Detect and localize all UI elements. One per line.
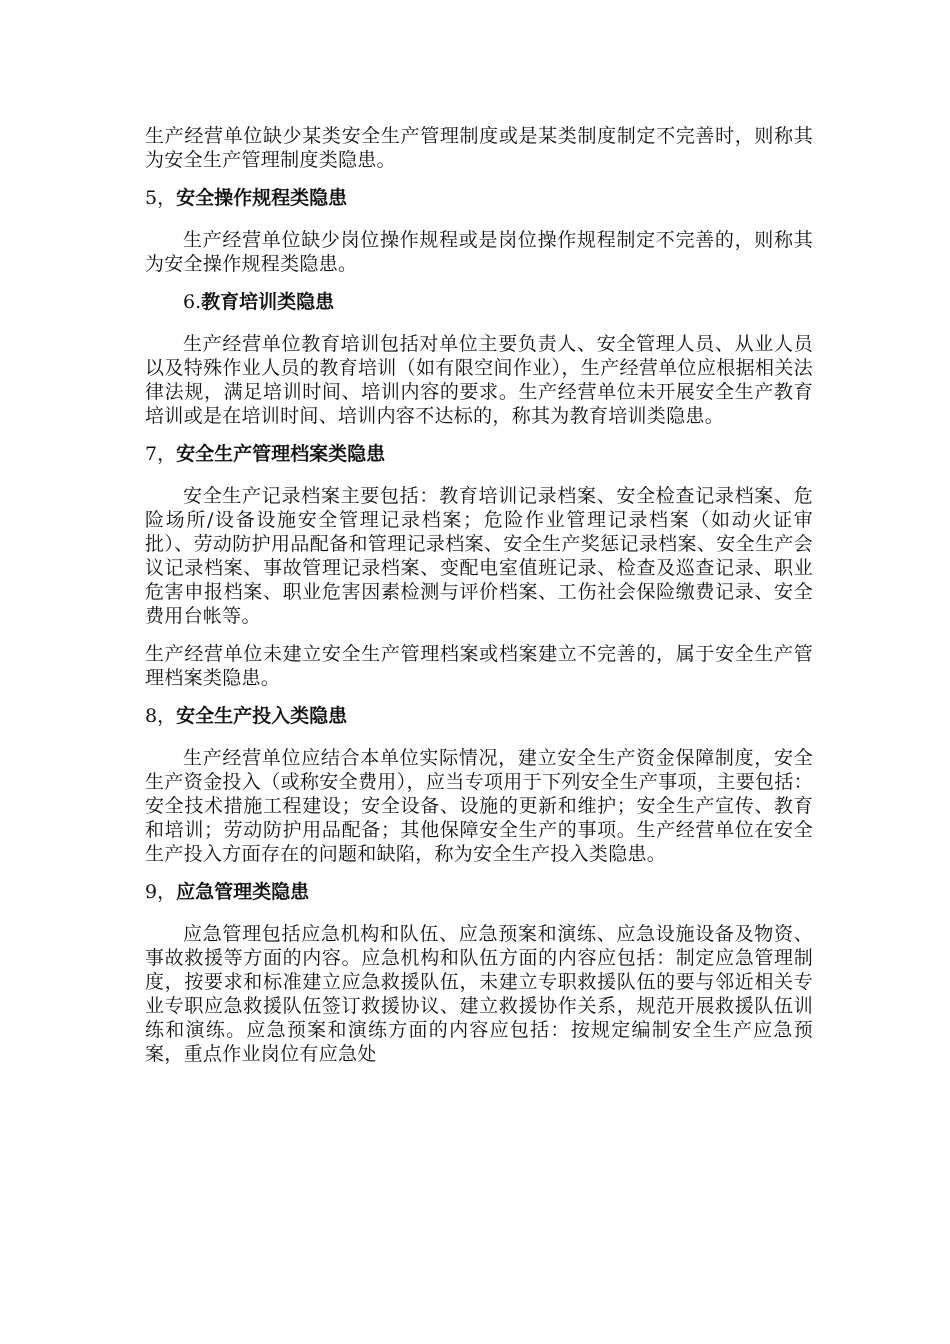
paragraph-operating-procedures: 生产经营单位缺少岗位操作规程或是岗位操作规程制定不完善的，则称其为安全操作规程类隐患。	[145, 229, 813, 275]
heading-number: 9，	[145, 881, 177, 903]
paragraph-archives-hazard: 生产经营单位未建立安全生产管理档案或档案建立不完善的，属于安全生产管理档案类隐患。	[145, 643, 813, 689]
heading-text: 安全生产投入类隐患	[176, 705, 348, 727]
heading-emergency-management	[145, 880, 813, 904]
paragraph-management-system: 生产经营单位缺少某类安全生产管理制度或是某类制度制定不完善时，则称其为安全生产管理制度类隐患。	[145, 125, 813, 171]
heading-text: 安全生产管理档案类隐患	[176, 443, 386, 465]
heading-archives	[145, 442, 813, 466]
heading-number: 5，	[145, 187, 177, 209]
heading-investment	[145, 704, 813, 728]
document-page	[145, 124, 813, 1080]
paragraph-investment: 生产经营单位应结合本单位实际情况，建立安全生产资金保障制度，安全生产资金投入（或称安全费用），应当专项用于下列安全生产事项，主要包括：安全技术措施工程建设；安全设备、设施的更新和维护；安全生产宣传、教育和培训；劳动防护用品配备；其他保障安全生产的事项。生产经营单位在安全生产投入方面存在的问题和缺陷，称为安全生产投入类隐患。	[145, 747, 813, 865]
heading-text: 教育培训类隐患	[201, 291, 335, 313]
heading-number: 8，	[145, 705, 177, 727]
paragraph-archives-content: 安全生产记录档案主要包括：教育培训记录档案、安全检查记录档案、危险场所/设备设施安全管理记录档案；危险作业管理记录档案（如动火证审批）、劳动防护用品配备和管理记录档案、安全生产奖惩记录档案、安全生产会议记录档案、事故管理记录档案、变配电室值班记录、检查及巡查记录、职业危害申报档案、职业危害因素检测与评价档案、工伤社会保险缴费记录、安全费用台帐等。	[145, 485, 813, 627]
heading-operating-procedures	[145, 186, 813, 210]
paragraph-emergency-management: 应急管理包括应急机构和队伍、应急预案和演练、应急设施设备及物资、事故救援等方面的内容。应急机构和队伍方面的内容应包括：制定应急管理制度，按要求和标准建立应急救援队伍，未建立专职救援队伍的要与邻近相关专业专职应急救援队伍签订救援协议、建立救援协作关系，规范开展救援队伍训练和演练。应急预案和演练方面的内容应包括：按规定编制安全生产应急预案，重点作业岗位有应急处	[145, 923, 813, 1065]
heading-number: 7，	[145, 443, 177, 465]
heading-education-training	[145, 290, 813, 314]
paragraph-education-training: 生产经营单位教育培训包括对单位主要负责人、安全管理人员、从业人员以及特殊作业人员的教育培训（如有限空间作业），生产经营单位应根据相关法律法规，满足培训时间、培训内容的要求。生产经营单位未开展安全生产教育培训或是在培训时间、培训内容不达标的，称其为教育培训类隐患。	[145, 333, 813, 427]
heading-text: 安全操作规程类隐患	[176, 187, 348, 209]
heading-number: 6.	[183, 291, 202, 313]
heading-text: 应急管理类隐患	[176, 881, 310, 903]
